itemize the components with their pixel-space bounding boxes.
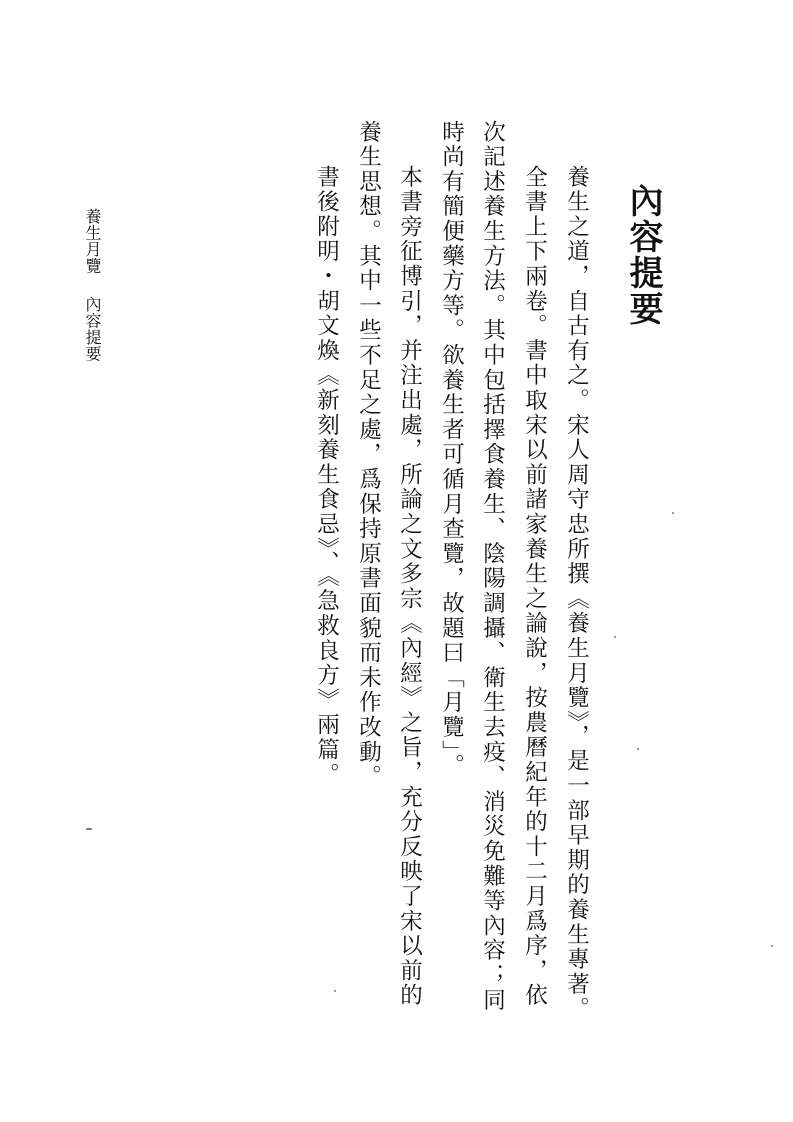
page-title: 內容提要 <box>623 183 663 327</box>
margin-section: 內容提要 <box>83 296 102 362</box>
body-column-3: 次記述養生方法。其中包括擇食養生、陰陽調攝、衛生去疫、消災免難等內容；同 <box>479 120 506 1013</box>
body-column-6: 養生思想。其中一些不足之處，爲保持原書面貌而未作改動。 <box>355 120 382 790</box>
body-column-4: 時尚有簡便藥方等。欲養生者可循月查覽，故題曰「月覽」。 <box>438 120 465 779</box>
body-column-2: 全書上下兩卷。書中取宋以前諸家養生之論說，按農曆紀年的十二月爲序，依 <box>521 165 548 1009</box>
body-column-1: 養生之道，自古有之。宋人周守忠所撰《養生月覽》，是一部早期的養生專著。 <box>563 165 590 1022</box>
scan-speck <box>672 512 674 514</box>
scan-speck <box>614 636 616 638</box>
scan-speck <box>334 990 336 992</box>
margin-header <box>84 208 100 362</box>
scan-speck <box>637 748 639 750</box>
margin-book-title: 養生月覽 <box>83 208 102 274</box>
scan-speck <box>86 828 92 830</box>
scan-speck <box>771 945 773 947</box>
body-column-5: 本書旁征博引，并注出處，所論之文多宗《內經》之旨，充分反映了宋以前的 <box>396 165 423 1009</box>
body-column-7: 書後附明・胡文煥《新刻養生食忌》、《急救良方》兩篇。 <box>313 165 340 788</box>
